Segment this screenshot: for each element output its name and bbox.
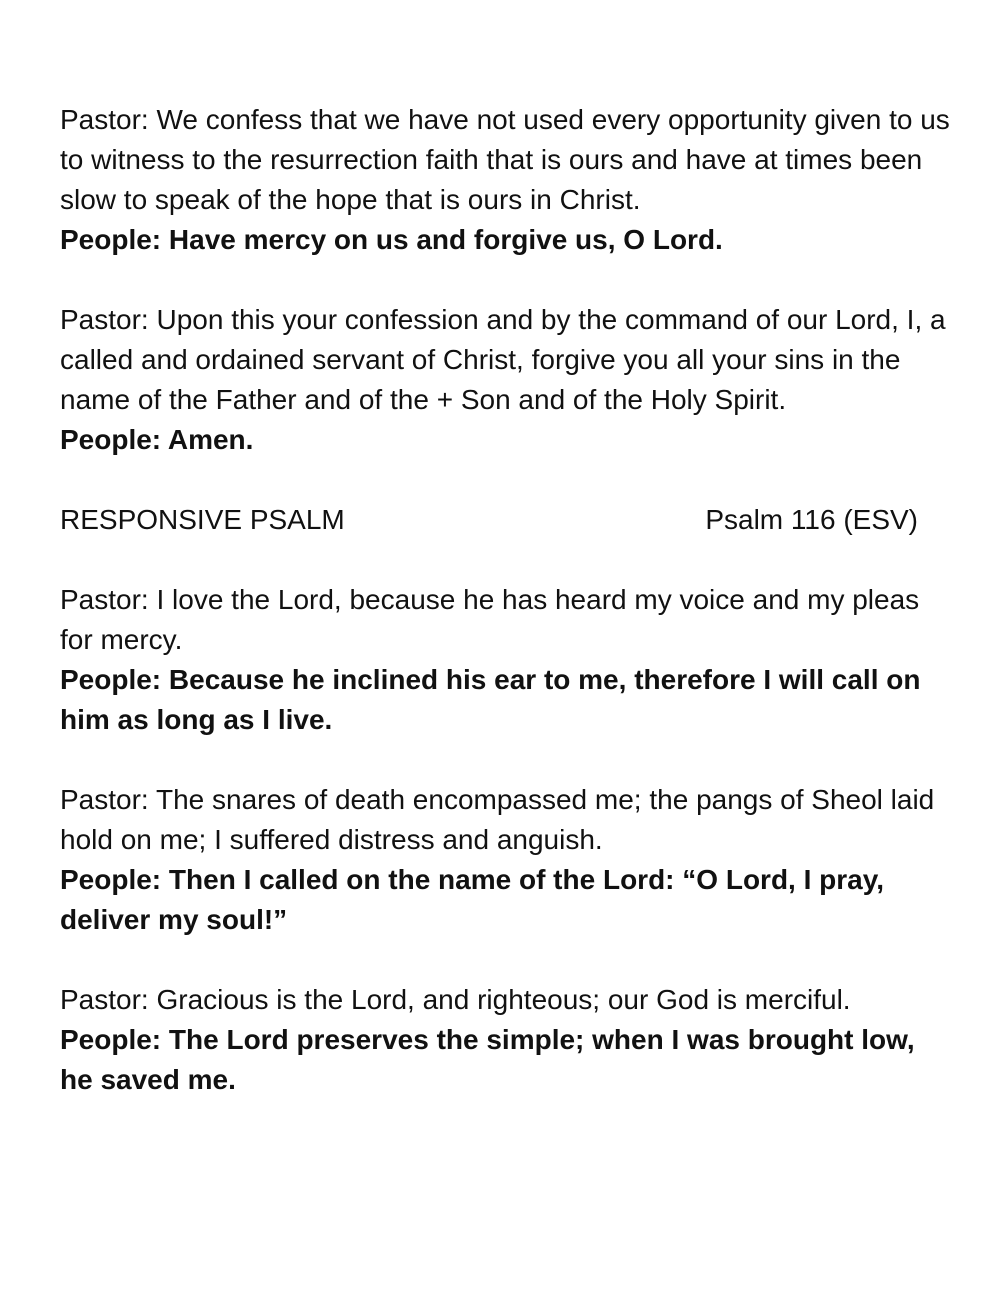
- spacer: [60, 260, 950, 300]
- psalm-reference: Psalm 116 (ESV): [705, 504, 918, 535]
- section-title: RESPONSIVE PSALM: [60, 504, 345, 535]
- people-response-mercy: People: Have mercy on us and forgive us, O Lord.: [60, 224, 723, 255]
- spacer: [60, 540, 950, 580]
- people-response-amen: People: Amen.: [60, 424, 254, 455]
- people-psalm-response: People: Because he inclined his ear to me, therefore I will call on him as long as I live.: [60, 664, 921, 735]
- people-psalm-response: People: Then I called on the name of the Lord: “O Lord, I pray, deliver my soul!”: [60, 864, 885, 935]
- pastor-absolution: Pastor: Upon this your confession and by the command of our Lord, I, a called and ordained servant of Christ, forgive you all your sins in the name of the Father and of the + Son and of the Holy Spirit.: [60, 304, 946, 415]
- pastor-psalm-verse: Pastor: I love the Lord, because he has heard my voice and my pleas for mercy.: [60, 584, 920, 655]
- spacer: [60, 740, 950, 780]
- pastor-psalm-verse: Pastor: The snares of death encompassed me; the pangs of Sheol laid hold on me; I suffered distress and anguish.: [60, 784, 935, 855]
- spacer: [60, 940, 950, 980]
- pastor-confession: Pastor: We confess that we have not used every opportunity given to us to witness to the resurrection faith that is ours and have at times been slow to speak of the hope that is ours in Christ.: [60, 104, 950, 215]
- spacer: [60, 460, 950, 500]
- people-psalm-response: People: The Lord preserves the simple; when I was brought low, he saved me.: [60, 1024, 915, 1095]
- section-heading: [60, 500, 918, 540]
- bulletin-page: [60, 100, 950, 1100]
- pastor-psalm-verse: Pastor: Gracious is the Lord, and righteous; our God is merciful.: [60, 984, 851, 1015]
